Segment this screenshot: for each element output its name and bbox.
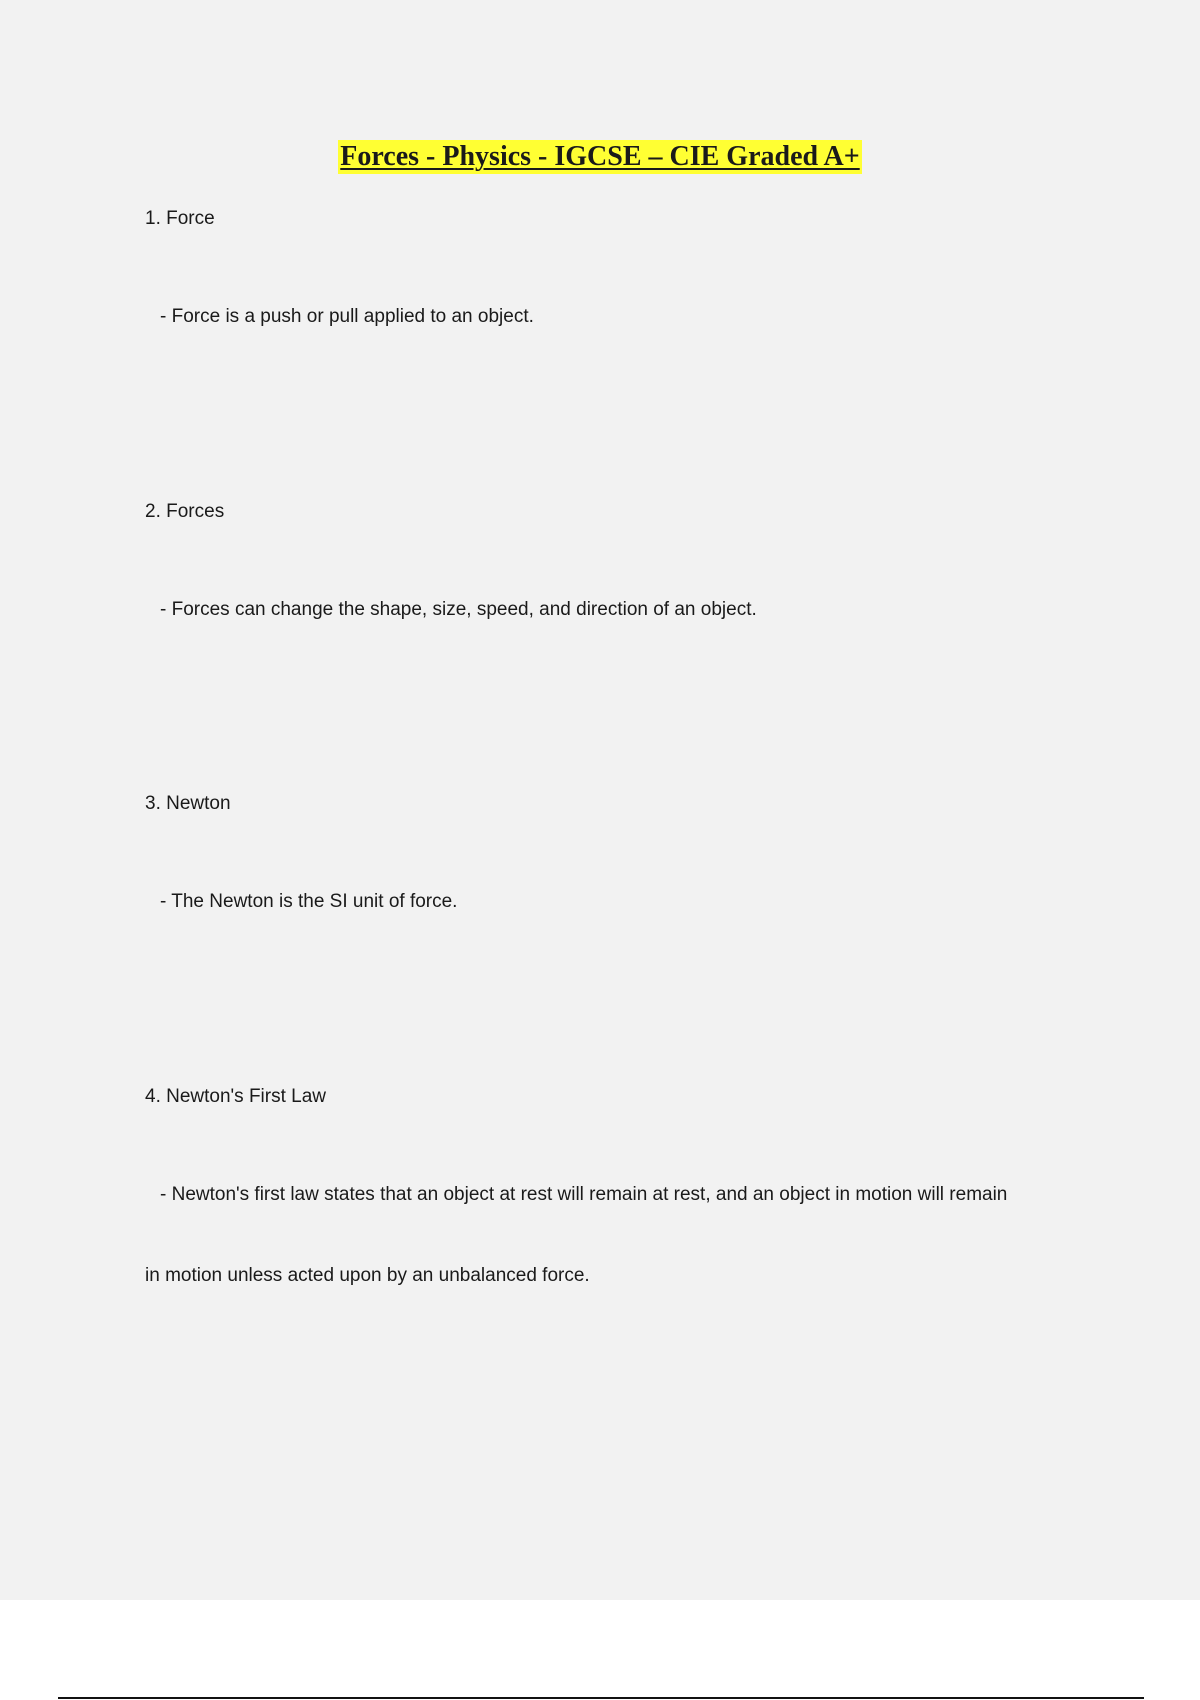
- section-4-body: [145, 1183, 1105, 1207]
- section-3-text: - The Newton is the SI unit of force.: [160, 891, 458, 912]
- section-1-body: [145, 305, 1105, 329]
- section-2-text: - Forces can change the shape, size, speed, and direction of an object.: [160, 599, 757, 620]
- title-container: [0, 140, 1200, 174]
- section-1-text: - Force is a push or pull applied to an object.: [160, 306, 534, 327]
- section-1-heading: 1. Force: [145, 208, 215, 229]
- section-3-heading: 3. Newton: [145, 793, 231, 814]
- section-2-heading: 2. Forces: [145, 501, 225, 522]
- section-3-body: [145, 890, 1105, 914]
- footer-divider: [58, 1697, 1144, 1699]
- document-title: Forces - Physics - IGCSE – CIE Graded A+: [340, 141, 860, 172]
- section-4-heading: 4. Newton's First Law: [145, 1086, 327, 1107]
- section-2-body: [145, 598, 1105, 622]
- section-4-text-line-1: - Newton's first law states that an object at rest will remain at rest, and an object in motion will remain: [160, 1184, 1008, 1205]
- section-4-text-line-2: in motion unless acted upon by an unbalanced force.: [145, 1265, 590, 1286]
